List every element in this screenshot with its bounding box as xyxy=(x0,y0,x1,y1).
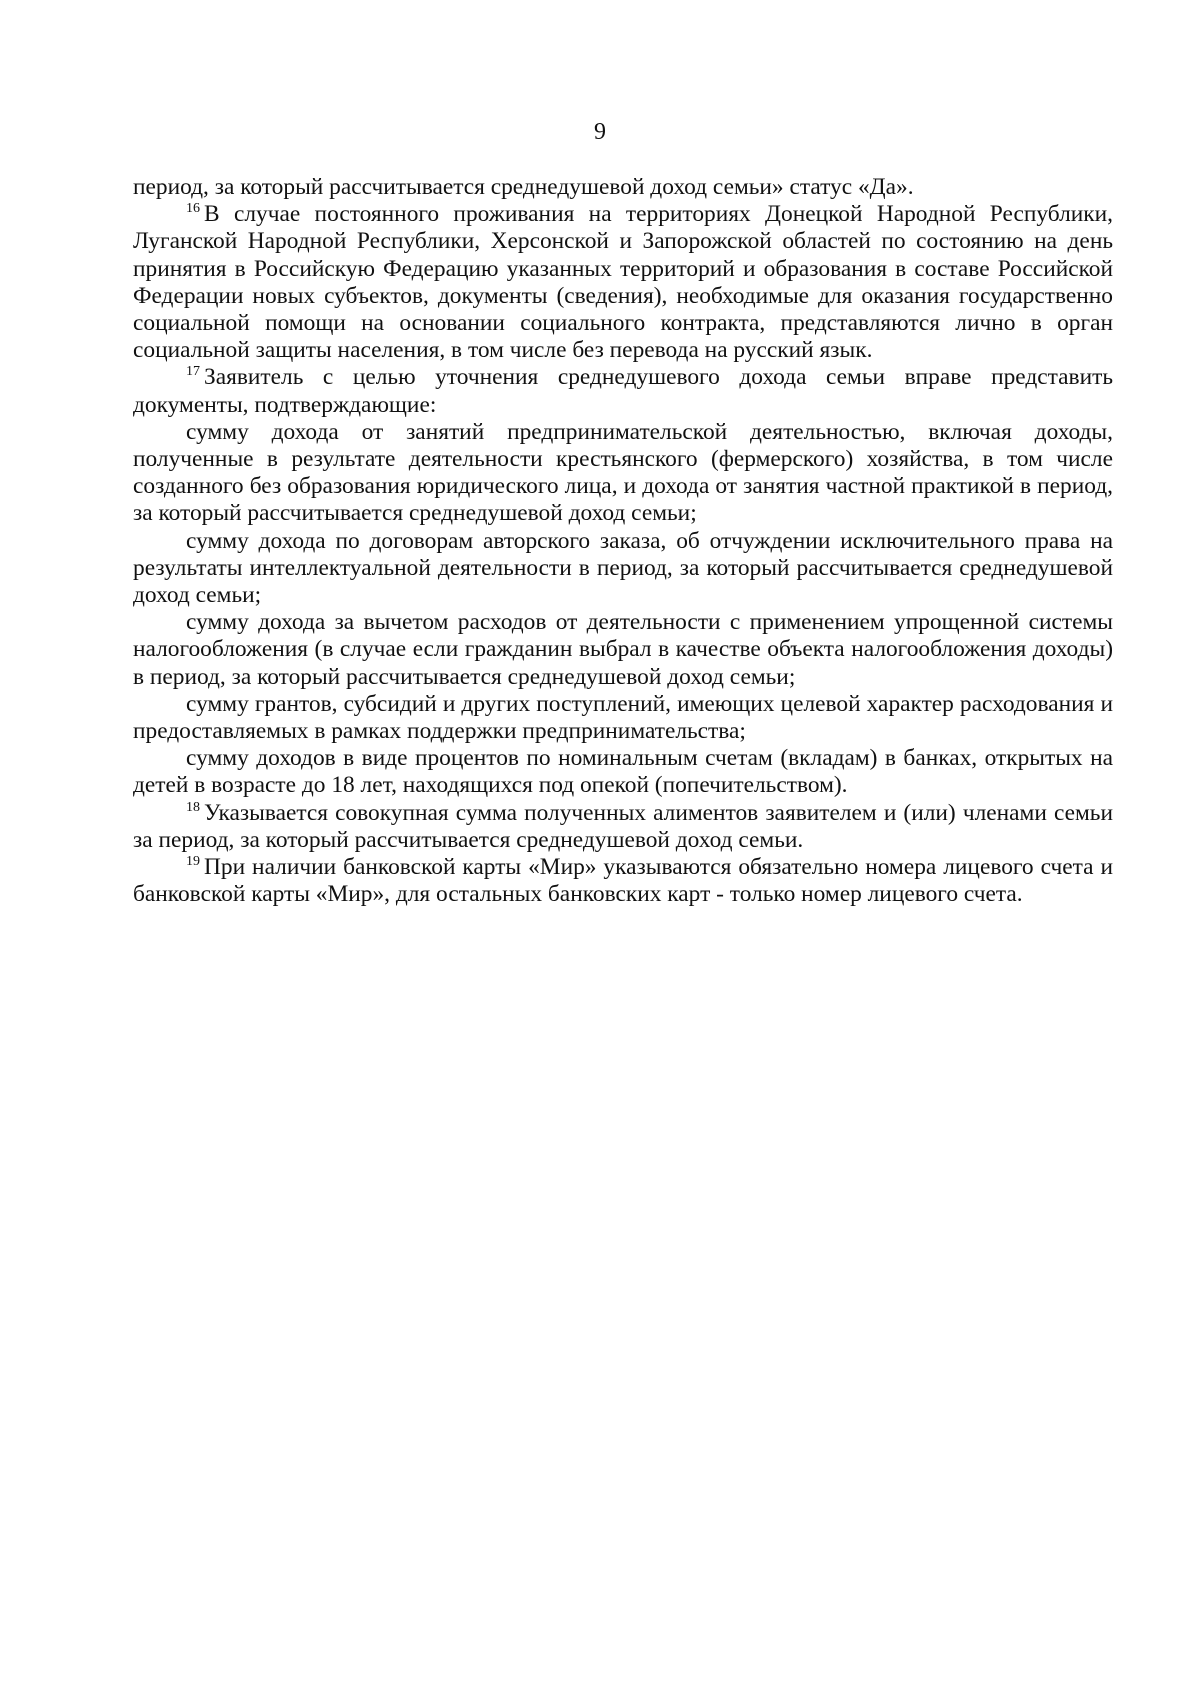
footnote-17 xyxy=(133,364,1113,418)
document-body xyxy=(133,174,1113,908)
paragraph-text: сумму дохода за вычетом расходов от деятельности с применением упрощенной системы налогообложения (в случае если гражданин выбрал в качестве объекта налогообложения доходы) в период, за который рассчитывается среднедушевой доход семьи; xyxy=(133,609,1113,690)
footnote-marker: 17 xyxy=(186,364,200,380)
footnote-text: При наличии банковской карты «Мир» указываются обязательно номера лицевого счета и банковской карты «Мир», для остальных банковских карт - только номер лицевого счета. xyxy=(133,854,1113,908)
paragraph-text: сумму дохода по договорам авторского заказа, об отчуждении исключительного права на результаты интеллектуальной деятельности в период, за который рассчитывается среднедушевой доход семьи; xyxy=(133,527,1113,609)
paragraph-text: сумму доходов в виде процентов по номинальным счетам (вкладам) в банках, открытых на детей в возрасте до 18 лет, находящихся под опекой (попечительством). xyxy=(133,745,1113,799)
footnote-19 xyxy=(133,854,1113,908)
page-number: 9 xyxy=(594,119,606,145)
footnote-18 xyxy=(133,800,1113,854)
footnote-text: В случае постоянного проживания на территориях Донецкой Народной Республики, Луганской Народной Республики, Херсонской и Запорожской областей по состоянию на день принятия в Российскую Федерацию указанных территорий и образования в составе Российской Федерации новых субъектов, документы (сведения), необходимые для оказания государственно социальной помощи на основании социального контракта, представляются лично в орган социальной защиты населения, в том числе без перевода на русский язык. xyxy=(133,201,1113,364)
list-item-income-business xyxy=(133,419,1113,528)
footnote-marker: 16 xyxy=(186,201,200,217)
list-item-income-authorship xyxy=(133,528,1113,610)
list-item-income-simplified-tax xyxy=(133,609,1113,691)
list-item-grants xyxy=(133,691,1113,745)
footnote-text: Указывается совокупная сумма полученных алиментов заявителем и (или) членами семьи за период, за который рассчитывается среднедушевой доход семьи. xyxy=(133,799,1113,853)
footnote-marker: 19 xyxy=(186,854,200,870)
paragraph-text: период, за который рассчитывается среднедушевой доход семьи» статус «Да». xyxy=(133,174,914,200)
footnote-marker: 18 xyxy=(186,799,200,815)
paragraph-text: сумму грантов, субсидий и других поступлений, имеющих целевой характер расходования и предоставляемых в рамках поддержки предпринимательства; xyxy=(133,690,1113,745)
paragraph-continuation xyxy=(133,174,1113,201)
footnote-16 xyxy=(133,201,1113,364)
footnote-text: Заявитель с целью уточнения среднедушевого дохода семьи вправе представить документы, подтверждающие: xyxy=(133,364,1113,418)
list-item-interest-income xyxy=(133,745,1113,799)
paragraph-text: сумму дохода от занятий предпринимательской деятельностью, включая доходы, полученные в результате деятельности крестьянского (фермерского) хозяйства, в том числе созданного без образования юридического лица, и дохода от занятия частной практикой в период, за который рассчитывается среднедушевой доход семьи; xyxy=(133,418,1113,527)
